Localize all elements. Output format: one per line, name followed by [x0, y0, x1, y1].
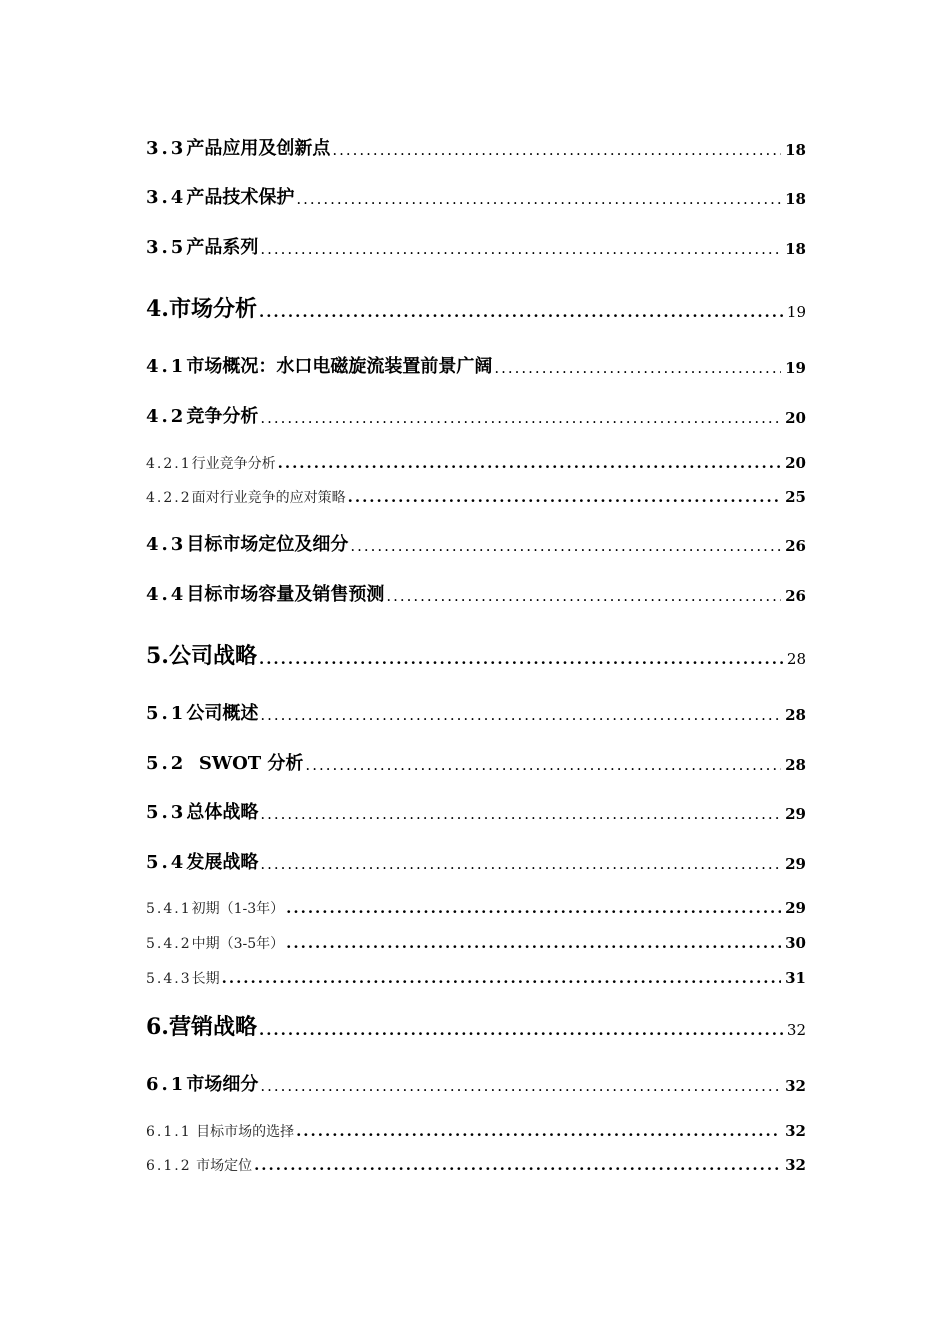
toc-title: 市场细分	[186, 1074, 259, 1095]
toc-entry-6[interactable]	[146, 1016, 806, 1038]
toc-number: 6.1.1	[146, 1124, 192, 1140]
toc-leader-dots	[386, 589, 781, 604]
toc-leader-dots	[286, 936, 781, 951]
toc-leader-dots	[296, 192, 781, 207]
toc-title: 产品技术保护	[186, 187, 295, 208]
toc-entry-5[interactable]	[146, 645, 806, 667]
toc-leader-dots	[259, 305, 783, 320]
toc-entry-5-3[interactable]	[146, 804, 806, 822]
toc-number: 4.2	[146, 406, 187, 427]
toc-number: 5.	[146, 643, 169, 669]
toc-number: 5.4.1	[146, 901, 192, 917]
toc-leader-dots	[260, 857, 781, 872]
toc-page-number: 18	[785, 190, 806, 208]
toc-number: 3.4	[146, 187, 187, 208]
toc-entry-4[interactable]	[146, 298, 806, 320]
toc-leader-dots	[494, 361, 781, 376]
toc-title: 公司概述	[186, 703, 259, 724]
toc-number: 6.1.2	[146, 1158, 192, 1174]
toc-page-number: 29	[785, 899, 806, 917]
toc-title: SWOT 分析	[186, 753, 304, 774]
toc-title: 行业竞争分析	[191, 456, 276, 472]
toc-title: 目标市场定位及细分	[186, 534, 349, 555]
toc-leader-dots	[222, 971, 782, 986]
toc-leader-dots	[296, 1124, 781, 1139]
toc-number: 3.3	[146, 138, 187, 159]
toc-number: 5.4.2	[146, 936, 192, 952]
toc-number: 4.3	[146, 534, 187, 555]
toc-title: 面对行业竞争的应对策略	[191, 490, 346, 506]
toc-number: 6.	[146, 1014, 169, 1040]
toc-page-number: 32	[785, 1122, 806, 1140]
toc-title: 总体战略	[186, 802, 259, 823]
toc-entry-4-1[interactable]	[146, 358, 806, 376]
toc-entry-6-1[interactable]	[146, 1076, 806, 1094]
toc-page-number: 30	[785, 934, 806, 952]
toc-number: 4.2.1	[146, 456, 192, 472]
toc-number: 4.	[146, 296, 169, 322]
toc-leader-dots	[286, 901, 781, 916]
toc-entry-3-3[interactable]	[146, 140, 806, 158]
toc-leader-dots	[350, 539, 781, 554]
toc-page-number: 28	[785, 706, 806, 724]
toc-entry-5-2[interactable]	[146, 755, 806, 773]
toc-title: 初期（1-3年）	[191, 901, 285, 917]
toc-entry-5-4-3[interactable]	[146, 971, 806, 986]
toc-number: 5.4.3	[146, 971, 192, 987]
toc-entry-4-4[interactable]	[146, 586, 806, 604]
toc-number: 6.1	[146, 1074, 187, 1095]
toc-leader-dots	[260, 1079, 781, 1094]
toc-leader-dots	[260, 411, 781, 426]
toc-entry-4-2-1[interactable]	[146, 456, 806, 471]
toc-leader-dots	[348, 490, 782, 505]
toc-page-number: 18	[785, 141, 806, 159]
toc-number: 5.1	[146, 703, 187, 724]
toc-page-number: 32	[785, 1156, 806, 1174]
toc-title: 营销战略	[168, 1014, 257, 1040]
toc-number: 4.1	[146, 356, 187, 377]
toc-leader-dots	[254, 1158, 781, 1173]
toc-number: 5.3	[146, 802, 187, 823]
toc-page-number: 28	[786, 650, 806, 668]
toc-page-number: 29	[785, 805, 806, 823]
toc-entry-5-4-1[interactable]	[146, 901, 806, 916]
toc-page-number: 26	[785, 537, 806, 555]
toc-leader-dots	[332, 143, 781, 158]
toc-entry-3-4[interactable]	[146, 189, 806, 207]
toc-page-number: 32	[786, 1021, 806, 1039]
toc-entry-4-3[interactable]	[146, 536, 806, 554]
toc-entry-4-2-2[interactable]	[146, 490, 806, 505]
toc-entry-5-1[interactable]	[146, 705, 806, 723]
toc-title: 市场定位	[191, 1158, 253, 1174]
toc-number: 3.5	[146, 237, 187, 258]
toc-number: 4.4	[146, 584, 187, 605]
toc-page-number: 25	[785, 488, 806, 506]
toc-number: 4.2.2	[146, 490, 192, 506]
toc-page-number: 19	[785, 359, 806, 377]
toc-entry-4-2[interactable]	[146, 408, 806, 426]
toc-leader-dots	[259, 1023, 783, 1038]
toc-title: 产品应用及创新点	[186, 138, 331, 159]
toc-leader-dots	[278, 456, 782, 471]
toc-page-number: 29	[785, 855, 806, 873]
toc-number: 5.2	[146, 753, 187, 774]
toc-page-number: 28	[785, 756, 806, 774]
toc-entry-6-1-2[interactable]	[146, 1158, 806, 1173]
toc-entry-6-1-1[interactable]	[146, 1124, 806, 1139]
toc-page-number: 20	[785, 409, 806, 427]
toc-page-number: 19	[786, 303, 806, 321]
toc-title: 竞争分析	[186, 406, 259, 427]
toc-title: 目标市场容量及销售预测	[186, 584, 385, 605]
toc-title: 公司战略	[168, 643, 257, 669]
toc-entry-5-4-2[interactable]	[146, 936, 806, 951]
toc-title: 长期	[191, 971, 220, 987]
toc-leader-dots	[305, 758, 781, 773]
toc-leader-dots	[260, 708, 781, 723]
toc-number: 5.4	[146, 852, 187, 873]
toc-page-number: 32	[785, 1077, 806, 1095]
toc-entry-5-4[interactable]	[146, 854, 806, 872]
toc-leader-dots	[260, 807, 781, 822]
toc-leader-dots	[260, 242, 781, 257]
toc-title: 市场概况：水口电磁旋流装置前景广阔	[186, 356, 493, 377]
toc-page-number: 20	[785, 454, 806, 472]
toc-page-number: 31	[785, 969, 806, 987]
toc-leader-dots	[259, 652, 783, 667]
toc-title: 产品系列	[186, 237, 259, 258]
toc-entry-3-5[interactable]	[146, 239, 806, 257]
toc-title: 目标市场的选择	[191, 1124, 295, 1140]
toc-title: 中期（3-5年）	[191, 936, 285, 952]
toc-title: 发展战略	[186, 852, 259, 873]
toc-page-number: 26	[785, 587, 806, 605]
toc-title: 市场分析	[168, 296, 257, 322]
toc-page-number: 18	[785, 240, 806, 258]
